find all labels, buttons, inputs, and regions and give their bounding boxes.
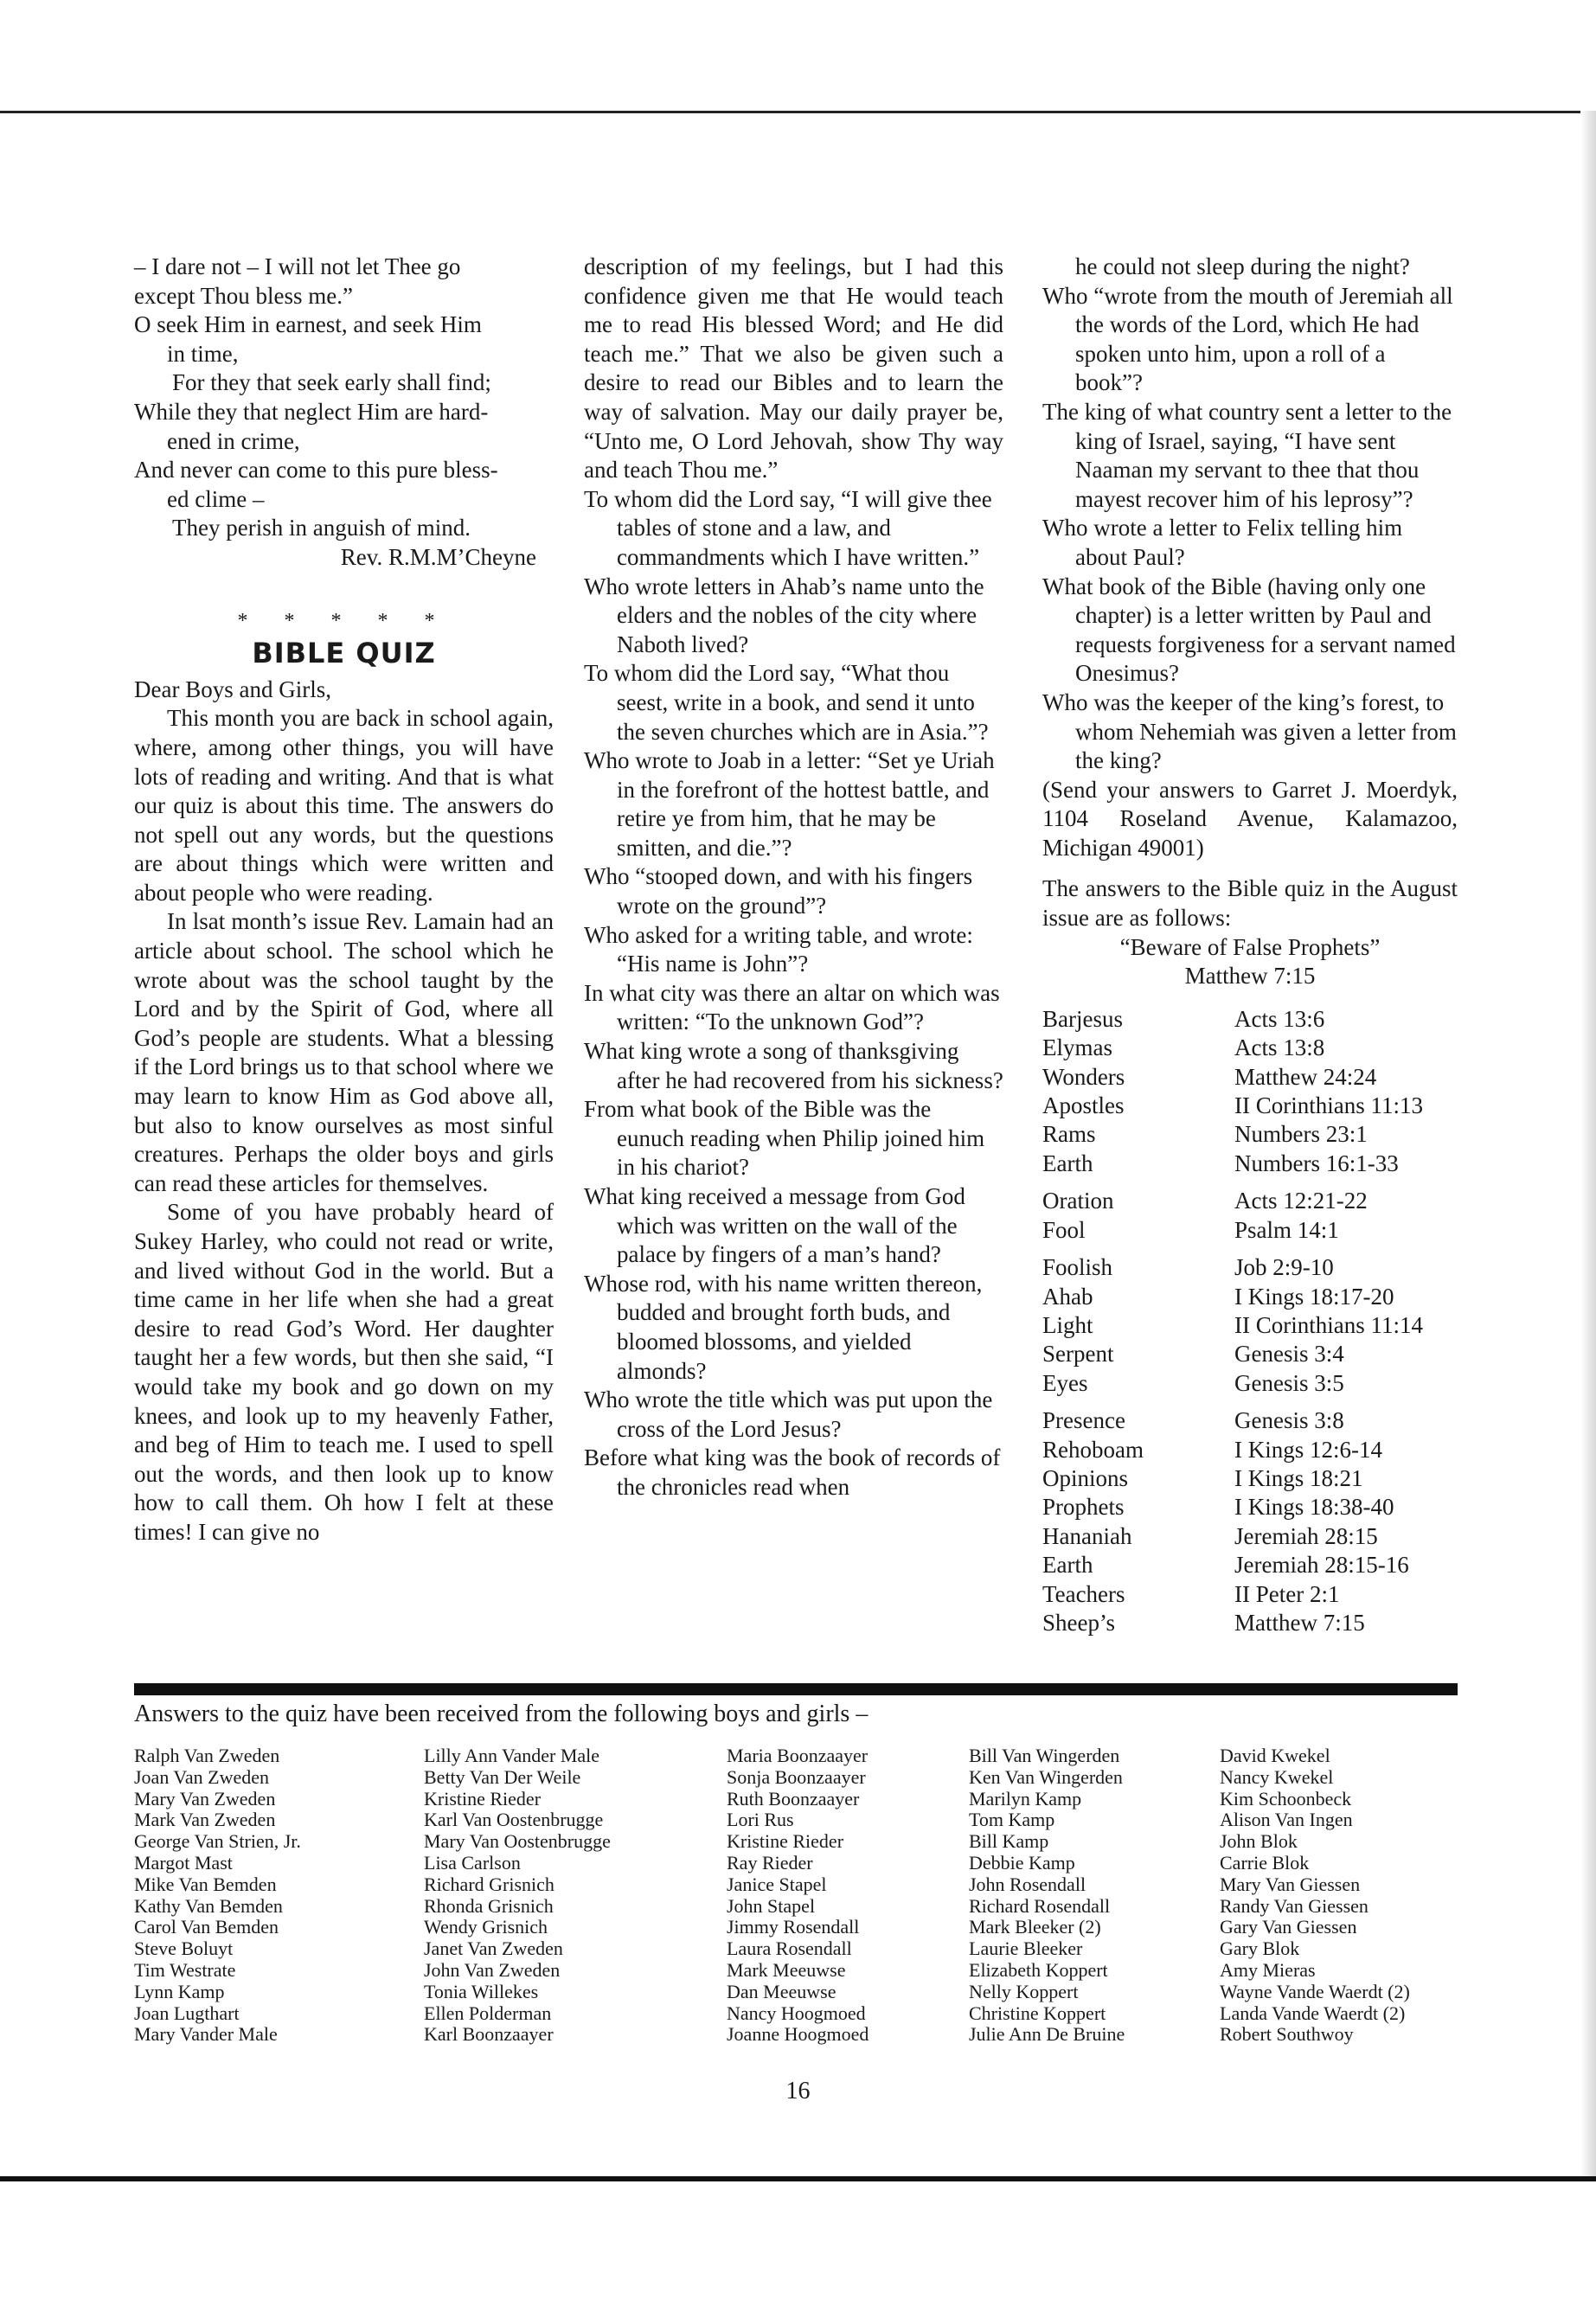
poem-line: For they that seek early shall find; bbox=[172, 369, 491, 396]
respondent-name: Wayne Vande Waerdt (2) bbox=[1220, 1980, 1410, 2002]
respondent-name: Nancy Hoogmoed bbox=[727, 2002, 866, 2024]
respondent-name: Mark Van Zweden bbox=[134, 1809, 276, 1831]
answer-word: Fool bbox=[1042, 1216, 1086, 1243]
answer-row bbox=[1042, 1436, 1458, 1464]
answer-word: Ahab bbox=[1042, 1283, 1093, 1310]
quiz-question: Who wrote a letter to Felix telling him about Paul? bbox=[1042, 515, 1403, 570]
answer-row bbox=[1042, 1522, 1458, 1551]
respondent-name: Bill Kamp bbox=[969, 1830, 1049, 1853]
answer-row bbox=[1042, 1551, 1458, 1579]
answer-word: Serpent bbox=[1042, 1341, 1114, 1368]
answers-intro: The answers to the Bible quiz in the August issue are as follows: bbox=[1042, 875, 1458, 932]
answer-row bbox=[1042, 1493, 1458, 1521]
quiz-paragraph: In lsat month’s issue Rev. Lamain had an article about school. The school which he wrote about was the school taught by the Lord and by the Spirit of God, where all God’s people are students. What a blessing if the Lord brings us to that school where we may learn to know Him as God above all, but also to know ourselves as most sinful creatures. Perhaps the older boys and girls can read these articles for themselves. bbox=[134, 908, 554, 1196]
column-2 bbox=[584, 253, 1003, 1502]
answer-word: Foolish bbox=[1042, 1254, 1113, 1281]
quiz-paragraph-start: Some of you have probably heard of Sukey Harley, who could not read or write, and lived without God in the world. But a time came in her life when she had a great desire to read God’s Word. Her daughter taught her a few words, but then she said, “I would take my book and go down on my knees, and look up to my heavenly Father, and beg of Him to teach me. I used to spell out the words, and then look up to know how to call them. Oh how I felt at these times! I can give no bbox=[134, 1199, 554, 1545]
answer-word: Presence bbox=[1042, 1407, 1125, 1434]
respondent-name: Alison Van Ingen bbox=[1220, 1809, 1353, 1831]
send-note: (Send your answers to Garret J. Moerdyk, 1104 Roseland Avenue, Kalamazoo, Michigan 49001) bbox=[1042, 776, 1458, 861]
respondent-name: John Rosendall bbox=[969, 1873, 1086, 1895]
bottom-border bbox=[0, 2176, 1596, 2306]
answer-row bbox=[1042, 1369, 1458, 1398]
respondent-name: Joanne Hoogmoed bbox=[727, 2023, 869, 2046]
answer-ref: Jeremiah 28:15-16 bbox=[1234, 1552, 1409, 1579]
respondent-name: John Blok bbox=[1220, 1830, 1298, 1853]
answer-word: Hananiah bbox=[1042, 1522, 1132, 1549]
respondent-name: Kristine Rieder bbox=[424, 1787, 542, 1810]
respondent-name: Mary Van Zweden bbox=[134, 1787, 276, 1810]
answer-word: Wonders bbox=[1042, 1063, 1125, 1090]
answer-ref: Matthew 24:24 bbox=[1234, 1063, 1377, 1090]
answer-ref: Jeremiah 28:15 bbox=[1234, 1522, 1378, 1549]
answer-word: Barjesus bbox=[1042, 1005, 1123, 1032]
respondent-name: Mary Vander Male bbox=[134, 2023, 278, 2046]
poem-line: And never can come to this pure bless- bbox=[134, 457, 498, 484]
respondent-name: Jimmy Rosendall bbox=[727, 1916, 860, 1938]
respondent-name: Margot Mast bbox=[134, 1851, 233, 1874]
quiz-question: To whom did the Lord say, “What thou seest, write in a book, and send it unto the seven churches which are in Asia.”? bbox=[584, 660, 989, 745]
answer-ref: Genesis 3:8 bbox=[1234, 1407, 1344, 1434]
quiz-question: From what book of the Bible was the eunuch reading when Philip joined him in his chariot? bbox=[584, 1096, 985, 1181]
poem-signature: Rev. R.M.M’Cheyne bbox=[340, 543, 536, 570]
top-border bbox=[0, 0, 1596, 113]
names-column-5 bbox=[1220, 1746, 1410, 2046]
answers-table bbox=[1042, 1005, 1458, 1638]
answer-ref: Acts 13:8 bbox=[1234, 1034, 1325, 1061]
answer-ref: I Kings 12:6-14 bbox=[1234, 1436, 1382, 1463]
quiz-question: Whose rod, with his name written thereon, budded and brought forth buds, and bloomed blossoms, and yielded almonds? bbox=[584, 1270, 983, 1384]
answer-word: Light bbox=[1042, 1311, 1093, 1338]
answer-ref: Acts 12:21-22 bbox=[1234, 1188, 1368, 1214]
poem-line: While they that neglect Him are hard- bbox=[134, 398, 489, 425]
respondent-name: Nelly Koppert bbox=[969, 1980, 1079, 2002]
answer-row bbox=[1042, 1311, 1458, 1340]
respondent-name: Robert Southwoy bbox=[1220, 2023, 1354, 2046]
respondent-name: Karl Boonzaayer bbox=[424, 2023, 554, 2046]
respondent-name: Janet Van Zweden bbox=[424, 1938, 563, 1960]
poem-line: They perish in anguish of mind. bbox=[172, 515, 471, 541]
answer-word: Apostles bbox=[1042, 1092, 1125, 1119]
respondent-name: Mike Van Bemden bbox=[134, 1873, 277, 1895]
respondent-name: Tom Kamp bbox=[969, 1809, 1055, 1831]
respondent-name: Richard Grisnich bbox=[424, 1873, 554, 1895]
respondent-name: Ralph Van Zweden bbox=[134, 1745, 280, 1766]
answer-ref: Job 2:9-10 bbox=[1234, 1254, 1334, 1281]
quiz-salutation: Dear Boys and Girls, bbox=[134, 676, 331, 702]
poem-line: O seek Him in earnest, and seek Him bbox=[134, 311, 482, 338]
answer-word: Earth bbox=[1042, 1150, 1093, 1176]
answer-ref: Psalm 14:1 bbox=[1234, 1216, 1339, 1243]
answer-ref: I Kings 18:38-40 bbox=[1234, 1494, 1394, 1521]
quiz-question: Who was the keeper of the king’s forest, to whom Nehemiah was given a letter from the king? bbox=[1042, 689, 1457, 774]
poem-line: – I dare not – I will not let Thee go bbox=[134, 253, 461, 279]
answer-row bbox=[1042, 1120, 1458, 1149]
respondent-name: David Kwekel bbox=[1220, 1745, 1330, 1766]
respondent-name: Julie Ann De Bruine bbox=[969, 2023, 1125, 2046]
quiz-question: Who “stooped down, and with his fingers wrote on the ground”? bbox=[584, 863, 973, 919]
respondent-name: Kathy Van Bemden bbox=[134, 1894, 283, 1917]
respondent-name: Elizabeth Koppert bbox=[969, 1958, 1108, 1981]
answer-ref: Numbers 23:1 bbox=[1234, 1121, 1368, 1148]
answers-theme-ref: Matthew 7:15 bbox=[1184, 963, 1316, 990]
poem-line: except Thou bless me.” bbox=[134, 282, 353, 309]
respondent-name: John Van Zweden bbox=[424, 1958, 561, 1981]
answer-row bbox=[1042, 1150, 1458, 1178]
respondent-name: George Van Strien, Jr. bbox=[134, 1830, 301, 1853]
respondent-name: Joan Lugthart bbox=[134, 2002, 240, 2024]
answer-ref: Acts 13:6 bbox=[1234, 1005, 1325, 1032]
respondent-name: Debbie Kamp bbox=[969, 1851, 1075, 1874]
respondent-name: Gary Van Giessen bbox=[1220, 1916, 1357, 1938]
answer-word: Opinions bbox=[1042, 1464, 1129, 1491]
quiz-question-continued: he could not sleep during the night? bbox=[1075, 253, 1410, 279]
answer-ref: I Kings 18:21 bbox=[1234, 1464, 1363, 1491]
names-column-4 bbox=[969, 1746, 1125, 2046]
answer-row bbox=[1042, 1034, 1458, 1062]
respondent-name: Mary Van Giessen bbox=[1220, 1873, 1361, 1895]
respondent-name: John Stapel bbox=[727, 1894, 816, 1917]
answer-ref: Genesis 3:4 bbox=[1234, 1341, 1344, 1368]
answer-word: Teachers bbox=[1042, 1580, 1125, 1607]
names-column-1 bbox=[134, 1746, 301, 2046]
respondent-name: Christine Koppert bbox=[969, 2002, 1106, 2024]
poem-line: ened in crime, bbox=[167, 427, 300, 454]
respondent-name: Karl Van Oostenbrugge bbox=[424, 1809, 604, 1831]
respondent-name: Mark Meeuwse bbox=[727, 1958, 846, 1981]
answer-word: Eyes bbox=[1042, 1369, 1088, 1396]
answer-row bbox=[1042, 1216, 1458, 1245]
respondent-name: Kim Schoonbeck bbox=[1220, 1787, 1352, 1810]
separator-stars: * * * * * bbox=[237, 609, 451, 632]
respondent-name: Ken Van Wingerden bbox=[969, 1765, 1123, 1788]
respondent-name: Lori Rus bbox=[727, 1809, 794, 1831]
respondent-name: Mary Van Oostenbrugge bbox=[424, 1830, 611, 1853]
respondent-name: Gary Blok bbox=[1220, 1938, 1300, 1960]
respondent-name: Lisa Carlson bbox=[424, 1851, 521, 1874]
respondent-name: Landa Vande Waerdt (2) bbox=[1220, 2002, 1406, 2024]
respondent-name: Maria Boonzaayer bbox=[727, 1745, 869, 1766]
respondent-name: Dan Meeuwse bbox=[727, 1980, 836, 2002]
respondent-name: Sonja Boonzaayer bbox=[727, 1765, 866, 1788]
quiz-question: Who wrote the title which was put upon the cross of the Lord Jesus? bbox=[584, 1387, 993, 1442]
respondent-name: Laurie Bleeker bbox=[969, 1938, 1083, 1960]
respondent-name: Amy Mieras bbox=[1220, 1958, 1316, 1981]
respondent-name: Laura Rosendall bbox=[727, 1938, 852, 1960]
answer-word: Rehoboam bbox=[1042, 1436, 1144, 1463]
answer-row bbox=[1042, 1063, 1458, 1092]
answer-ref: Matthew 7:15 bbox=[1234, 1609, 1365, 1636]
quiz-question: The king of what country sent a letter to the king of Israel, saying, “I have sent Naaman my servant to thee that thou mayest recover him of his leprosy”? bbox=[1042, 398, 1452, 512]
respondent-name: Mark Bleeker (2) bbox=[969, 1916, 1101, 1938]
names-column-2 bbox=[424, 1746, 611, 2046]
quiz-question: Who “wrote from the mouth of Jeremiah all the words of the Lord, which He had spoken unto him, upon a roll of a book”? bbox=[1042, 282, 1453, 396]
answer-ref: I Kings 18:17-20 bbox=[1234, 1283, 1394, 1310]
answer-ref: II Corinthians 11:13 bbox=[1234, 1092, 1423, 1119]
answer-ref: Numbers 16:1-33 bbox=[1234, 1150, 1399, 1176]
answer-row bbox=[1042, 1464, 1458, 1493]
answer-row bbox=[1042, 1245, 1458, 1282]
respondent-name: Randy Van Giessen bbox=[1220, 1894, 1368, 1917]
received-heading: Answers to the quiz have been received from the following boys and girls – bbox=[134, 1701, 869, 1727]
answer-word: Prophets bbox=[1042, 1494, 1125, 1521]
respondent-name: Ellen Polderman bbox=[424, 2002, 552, 2024]
answer-ref: II Corinthians 11:14 bbox=[1234, 1311, 1423, 1338]
answer-row bbox=[1042, 1340, 1458, 1368]
respondent-name: Rhonda Grisnich bbox=[424, 1894, 554, 1917]
quiz-question: What book of the Bible (having only one chapter) is a letter written by Paul and requests forgiveness for a servant named Onesimus? bbox=[1042, 573, 1456, 687]
quiz-paragraph: This month you are back in school again, where, among other things, you will have lots of reading and writing. And that is what our quiz is about this time. The answers do not spell out any words, but the questions are about things which were written and about people who were reading. bbox=[134, 705, 554, 906]
answer-word: Sheep’s bbox=[1042, 1609, 1115, 1636]
respondent-name: Kristine Rieder bbox=[727, 1830, 844, 1853]
respondent-name: Lynn Kamp bbox=[134, 1980, 225, 2002]
respondent-name: Marilyn Kamp bbox=[969, 1787, 1082, 1810]
answer-row bbox=[1042, 1283, 1458, 1311]
quiz-question: Who wrote to Joab in a letter: “Set ye Uriah in the forefront of the hottest battle, and retire ye from him, that he may be smitten, and die.”? bbox=[584, 747, 995, 861]
quiz-question: To whom did the Lord say, “I will give thee tables of stone and a law, and commandments which I have written.” bbox=[584, 485, 992, 570]
answer-ref: II Peter 2:1 bbox=[1234, 1580, 1340, 1607]
poem bbox=[134, 253, 554, 573]
respondent-name: Tonia Willekes bbox=[424, 1980, 539, 2002]
names-column-3 bbox=[727, 1746, 869, 2046]
answers-theme: “Beware of False Prophets” bbox=[1119, 933, 1381, 960]
answer-ref: Genesis 3:5 bbox=[1234, 1369, 1344, 1396]
respondent-name: Ruth Boonzaayer bbox=[727, 1787, 860, 1810]
column-3 bbox=[1042, 253, 1458, 1637]
answer-row bbox=[1042, 1092, 1458, 1120]
respondent-name: Richard Rosendall bbox=[969, 1894, 1111, 1917]
respondent-name: Lilly Ann Vander Male bbox=[424, 1745, 600, 1766]
respondent-name: Steve Boluyt bbox=[134, 1938, 234, 1960]
respondent-name: Janice Stapel bbox=[727, 1873, 827, 1895]
page-number: 16 bbox=[785, 2078, 811, 2104]
quiz-question: Who wrote letters in Ahab’s name unto the elders and the nobles of the city where Naboth lived? bbox=[584, 573, 984, 657]
respondent-name: Carol Van Bemden bbox=[134, 1916, 279, 1938]
quiz-question: What king wrote a song of thanksgiving after he had recovered from his sickness? bbox=[584, 1038, 1003, 1093]
respondent-name: Betty Van Der Weile bbox=[424, 1765, 581, 1788]
answer-row bbox=[1042, 1609, 1458, 1637]
quiz-question: Who asked for a writing table, and wrote: “His name is John”? bbox=[584, 921, 973, 977]
quiz-question: In what city was there an altar on which was written: “To the unknown God”? bbox=[584, 979, 1000, 1035]
answer-row bbox=[1042, 1398, 1458, 1435]
respondent-name: Wendy Grisnich bbox=[424, 1916, 548, 1938]
answer-row bbox=[1042, 1005, 1458, 1034]
answer-word: Earth bbox=[1042, 1552, 1093, 1579]
respondent-name: Carrie Blok bbox=[1220, 1851, 1310, 1874]
respondent-name: Nancy Kwekel bbox=[1220, 1765, 1334, 1788]
quiz-question-start: Before what king was the book of records of the chronicles read when bbox=[584, 1444, 1001, 1500]
answer-word: Rams bbox=[1042, 1121, 1096, 1148]
poem-line: in time, bbox=[167, 340, 239, 367]
respondent-name: Joan Van Zweden bbox=[134, 1765, 269, 1788]
poem-line: ed clime – bbox=[167, 485, 265, 512]
answer-row bbox=[1042, 1178, 1458, 1215]
quiz-question: What king received a message from God which was written on the wall of the palace by fingers of a man’s hand? bbox=[584, 1183, 965, 1268]
answer-word: Elymas bbox=[1042, 1034, 1112, 1061]
respondent-name: Bill Van Wingerden bbox=[969, 1745, 1120, 1766]
column-1 bbox=[134, 253, 554, 1547]
respondent-name: Ray Rieder bbox=[727, 1851, 813, 1874]
quiz-paragraph-continued: description of my feelings, but I had this confidence given me that He would teach me to read His blessed Word; and He did teach me.” That we also be given such a desire to read our Bibles and to learn the way of salvation. May our daily prayer be, “Unto me, O Lord Jehovah, show Thy way and teach Thou me.” bbox=[584, 253, 1003, 484]
answer-word: Oration bbox=[1042, 1188, 1114, 1214]
respondent-name: Tim Westrate bbox=[134, 1958, 236, 1981]
quiz-title: BIBLE QUIZ bbox=[252, 637, 436, 670]
page-edge-shadow bbox=[1580, 111, 1596, 2176]
section-divider bbox=[134, 1683, 1458, 1695]
answer-row bbox=[1042, 1580, 1458, 1609]
